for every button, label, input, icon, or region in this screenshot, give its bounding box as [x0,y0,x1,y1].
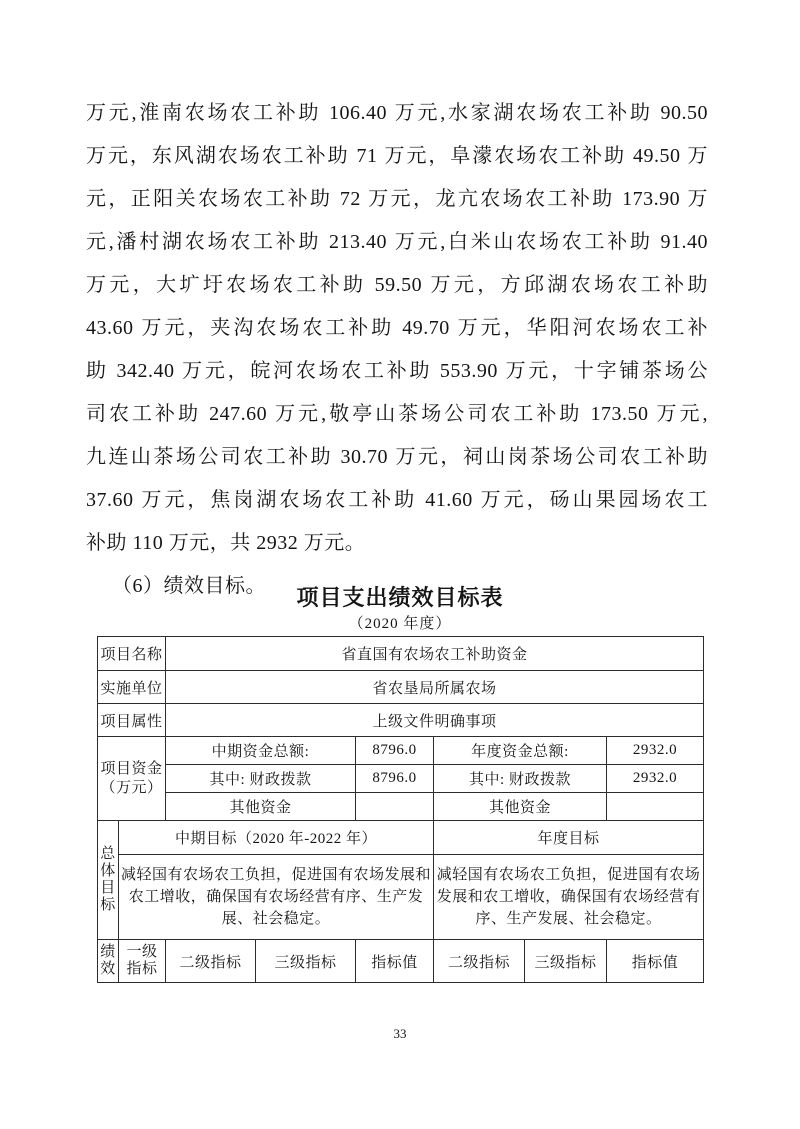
mid-other-label: 其他资金 [166,793,356,821]
body-line: 万元，东风湖农场农工补助 71 万元，阜濛农场农工补助 49.50 万 [86,145,708,167]
table-row [98,637,704,671]
annual-value-header: 指标值 [607,940,704,983]
table-row [98,821,704,855]
page-number: 33 [393,1026,407,1041]
annual-other-label: 其他资金 [434,793,607,821]
project-attribute-label: 项目属性 [98,704,166,737]
body-line: 万元,淮南农场农工补助 106.40 万元,水家湖农场农工补助 90.50 [86,102,708,124]
body-paragraph [86,92,708,608]
table-row [98,671,704,704]
annual-total-label: 年度资金总额: [434,737,607,765]
performance-target-table [97,636,704,983]
section-heading: （6）绩效目标。 [112,575,266,597]
annual-fiscal-value: 2932.0 [607,765,704,793]
annual-goal-header: 年度目标 [434,821,704,855]
body-line: 九连山茶场公司农工补助 30.70 万元，祠山岗茶场公司农工补助 [86,446,708,468]
table-title: 项目支出绩效目标表 [296,585,504,610]
annual-total-value: 2932.0 [607,737,704,765]
mid-fiscal-label: 其中: 财政拨款 [166,765,356,793]
table-subtitle: （2020 年度） [348,616,452,632]
mid-total-value: 8796.0 [356,737,434,765]
body-line: 37.60 万元，焦岗湖农场农工补助 41.60 万元，砀山果园场农工 [86,489,708,511]
table-row [98,737,704,765]
body-line: 补助 110 万元，共 2932 万元。 [86,532,366,554]
implement-unit-label: 实施单位 [98,671,166,704]
mid-goal-header: 中期目标（2020 年-2022 年） [119,821,434,855]
table-row [98,765,704,793]
body-line: 助 342.40 万元，皖河农场农工补助 553.90 万元，十字铺茶场公 [86,360,708,382]
annual-level2-header: 二级指标 [434,940,525,983]
annual-other-value [607,793,704,821]
project-name-value: 省直国有农场农工补助资金 [166,637,704,671]
project-attribute-value: 上级文件明确事项 [166,704,704,737]
mid-fiscal-value: 8796.0 [356,765,434,793]
body-line: 43.60 万元，夹沟农场农工补助 49.70 万元，华阳河农场农工补 [86,317,708,339]
mid-goal-text: 减轻国有农场农工负担，促进国有农场发展和农工增收，确保国有农场经营有序、生产发展、社会稳定。 [119,855,434,940]
body-line: 元,潘村湖农场农工补助 213.40 万元,白米山农场农工补助 91.40 [86,231,708,253]
table-row [98,793,704,821]
implement-unit-value: 省农垦局所属农场 [166,671,704,704]
table-row [98,855,704,940]
project-name-label: 项目名称 [98,637,166,671]
annual-level3-header: 三级指标 [525,940,607,983]
body-line: 司农工补助 247.60 万元,敬亭山茶场公司农工补助 173.50 万元, [86,403,708,425]
mid-level3-header: 三级指标 [256,940,356,983]
funds-label: 项目资金（万元） [98,737,166,821]
mid-level2-header: 二级指标 [166,940,256,983]
perf-label: 绩效 [98,940,119,983]
body-line: 万元，大圹圩农场农工补助 59.50 万元，方邱湖农场农工补助 [86,274,708,296]
overall-goal-label: 总体目标 [98,821,119,940]
table-row [98,940,704,983]
annual-fiscal-label: 其中: 财政拨款 [434,765,607,793]
mid-total-label: 中期资金总额: [166,737,356,765]
body-line: 元，正阳关农场农工补助 72 万元，龙亢农场农工补助 173.90 万 [86,188,708,210]
annual-goal-text: 减轻国有农场农工负担，促进国有农场发展和农工增收，确保国有农场经营有序、生产发展、社会稳定。 [434,855,704,940]
level1-indicator-header: 一级指标 [119,940,166,983]
mid-other-value [356,793,434,821]
mid-value-header: 指标值 [356,940,434,983]
table-row [98,704,704,737]
